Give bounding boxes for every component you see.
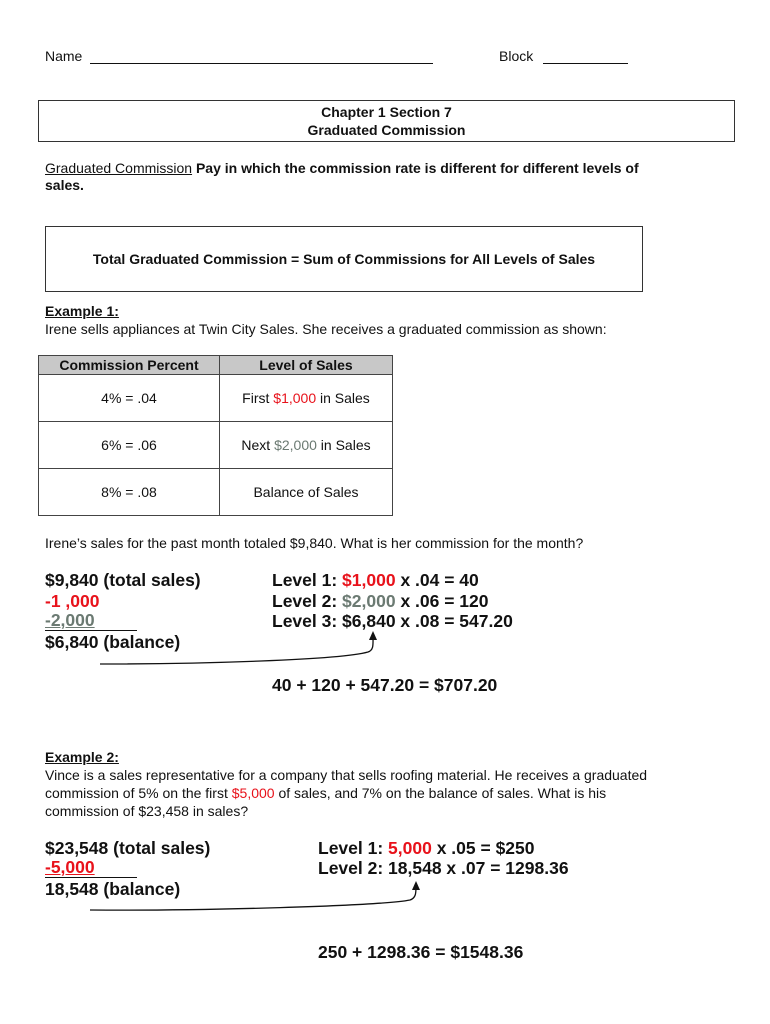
percent-cell: 6% = .06 [39,422,220,469]
level-amount: 5,000 [388,838,432,858]
level-label: Level 1: [272,570,343,590]
level-rest: x .06 = 120 [395,591,489,611]
formula-text: Total Graduated Commission = Sum of Commissions for All Levels of Sales [92,251,596,267]
level-label: Level 2: [272,591,343,611]
text: commission of 5% on the first [45,785,232,801]
level-rest: x .05 = $250 [431,838,535,858]
ex1-total: $9,840 (total sales) [45,570,201,590]
text: of sales, and 7% on the balance of sales. What is his [274,785,607,801]
level-amount: $2,000 [342,591,396,611]
column-header: Level of Sales [220,356,393,375]
level-text: in Sales [316,437,371,453]
ex2-level2: Level 2: 18,548 x .07 = 1298.36 [318,858,569,878]
ex1-arrow [100,636,373,664]
title-line2: Graduated Commission [307,122,466,138]
level-amount: $1,000 [273,390,317,406]
level-label: Level 1: [318,838,389,858]
ex2-minus1 [45,858,137,878]
example2-heading: Example 2: [45,749,119,765]
percent-cell: 4% = .04 [39,375,220,422]
level-rest: x .04 = 40 [395,570,479,590]
ex2-total: $23,548 (total sales) [45,838,211,858]
example1-intro: Irene sells appliances at Twin City Sales. She receives a graduated commission as shown: [45,321,607,337]
ex1-minus1: -1 ,000 [45,591,100,611]
name-label: Name [45,48,83,64]
ex2-balance: 18,548 (balance) [45,879,181,899]
example1-question: Irene’s sales for the past month totaled $9,840. What is her commission for the month? [45,535,584,551]
level-amount: $2,000 [274,437,317,453]
ex1-level3: Level 3: $6,840 x .08 = 547.20 [272,611,513,631]
ex1-arrowhead [369,631,377,640]
ex1-balance: $6,840 (balance) [45,632,181,652]
example2-line2 [45,784,606,802]
title-line1: Chapter 1 Section 7 [321,104,452,120]
block-label: Block [499,48,534,64]
percent-cell: 8% = .08 [39,469,220,516]
definition-text-2: sales. [45,177,84,193]
level-text: Next [241,437,275,453]
ex2-sum: 250 + 1298.36 = $1548.36 [318,942,524,962]
level-text: in Sales [316,390,370,406]
ex2-arrowhead [412,881,420,890]
ex2-level1 [318,838,535,859]
ex2-minus1-text: -5,000 [45,857,95,877]
level-amount: $1,000 [342,570,396,590]
example2-line1: Vince is a sales representative for a company that sells roofing material. He receives a graduated [45,767,648,783]
definition-term: Graduated Commission [45,160,193,176]
definition-text: Pay in which the commission rate is different for different levels of [195,160,639,176]
column-header: Commission Percent [39,356,220,375]
example2-line3: commission of $23,458 in sales? [45,803,249,819]
level-cell: Balance of Sales [220,469,393,516]
amount: $5,000 [231,785,275,801]
ex1-minus2-text: -2,000 [45,610,95,630]
example1-heading: Example 1: [45,303,119,319]
level-text: First [242,390,274,406]
ex1-sum: 40 + 120 + 547.20 = $707.20 [272,675,498,695]
